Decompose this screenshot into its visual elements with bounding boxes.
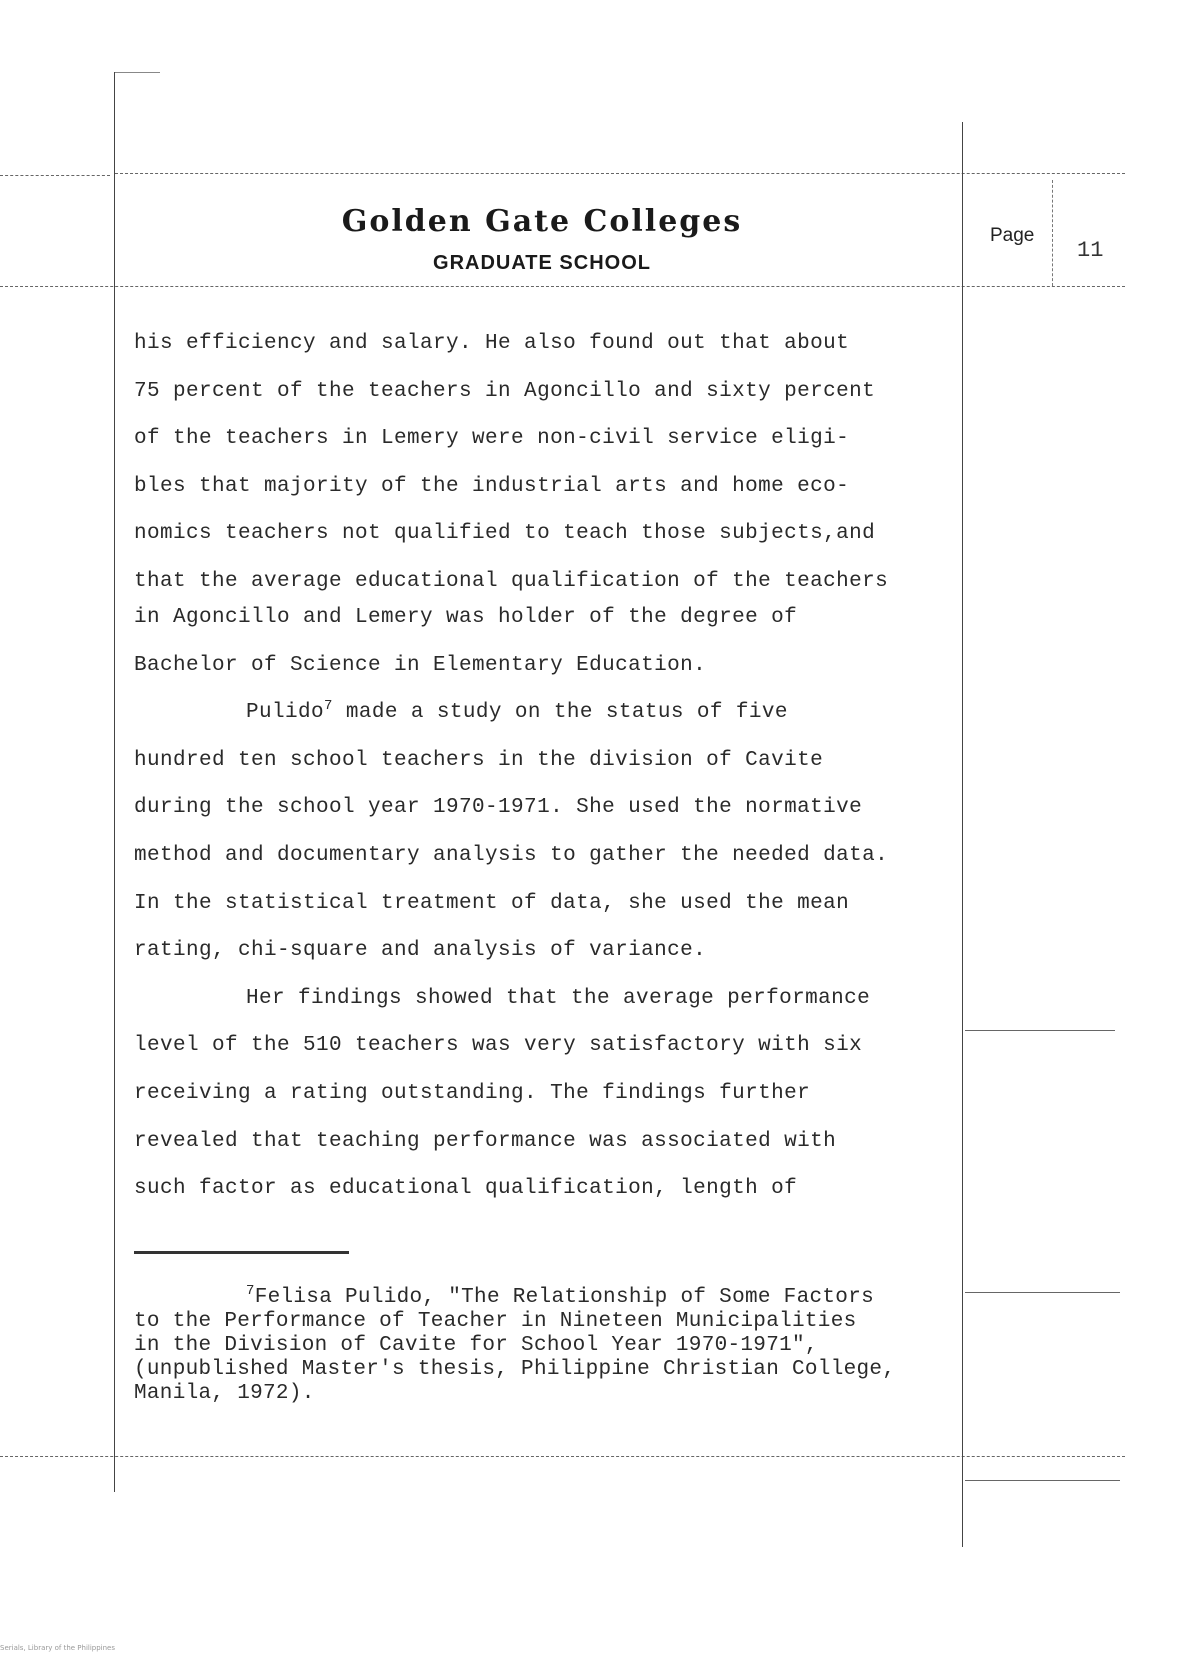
body-line: Bachelor of Science in Elementary Education.: [134, 653, 707, 677]
body-line: his efficiency and salary. He also found out that about: [134, 332, 850, 355]
header-top-rule: [115, 173, 1125, 174]
header-bottom-rule: [0, 286, 1125, 287]
body-line: in Agoncillo and Lemery was holder of the degree of: [134, 605, 798, 629]
left-border: [114, 72, 115, 1492]
scan-footer-text: Serials, Library of the Philippines: [0, 1644, 116, 1652]
body-line: such factor as educational qualification, length of: [134, 1177, 798, 1201]
body-line: In the statistical treatment of data, she used the mean: [134, 891, 850, 915]
body-line-with-footnote: [134, 698, 994, 749]
footnote-line: (unpublished Master's thesis, Philippine Christian College,: [134, 1358, 896, 1381]
body-line: level of the 510 teachers was very satisfactory with six: [134, 1034, 863, 1058]
top-left-rule: [0, 175, 110, 176]
page-box-divider: [1052, 180, 1053, 286]
footnote-line: to the Performance of Teacher in Nineteen Municipalities: [134, 1310, 857, 1333]
footnote-separator: [134, 1251, 349, 1254]
body-line: bles that majority of the industrial arts and home eco-: [134, 474, 850, 498]
author-name: Pulido: [246, 701, 325, 725]
institution-name: Golden Gate Colleges: [341, 204, 743, 239]
footnote-reference: 7: [324, 698, 333, 715]
graduate-school-label: GRADUATE SCHOOL: [433, 252, 651, 274]
page-number: 11: [1077, 238, 1104, 263]
body-line-rest: made a study on the status of five: [345, 701, 788, 725]
footnote: [134, 1283, 1014, 1406]
right-margin-rule-3: [965, 1480, 1120, 1481]
footnote-line: in the Division of Cavite for School Year 1970-1971",: [134, 1334, 818, 1357]
footnote-marker: 7: [246, 1283, 255, 1299]
body-line: of the teachers in Lemery were non-civil service eligi-: [134, 427, 850, 451]
body-line: revealed that teaching performance was associated with: [134, 1129, 837, 1153]
top-corner-rule: [115, 72, 160, 73]
bottom-rule: [0, 1456, 1125, 1457]
body-line: rating, chi-square and analysis of variance.: [134, 939, 707, 963]
page-label: Page: [990, 225, 1035, 246]
body-line: during the school year 1970-1971. She used the normative: [134, 796, 863, 820]
body-line: 75 percent of the teachers in Agoncillo and sixty percent: [134, 379, 876, 403]
body-line: method and documentary analysis to gather the needed data.: [134, 843, 889, 867]
body-line: hundred ten school teachers in the division of Cavite: [134, 748, 824, 772]
footnote-line: Manila, 1972).: [134, 1382, 315, 1405]
footnote-line: $^7$Felisa Pulido, "The Relationship of Some Factors: [246, 1283, 875, 1309]
body-line: nomics teachers not qualified to teach those subjects,and: [134, 522, 876, 546]
body-line: that the average educational qualification of the teachers: [134, 569, 889, 593]
body-line: receiving a rating outstanding. The findings further: [134, 1081, 811, 1105]
body-line: Her findings showed that the average performance: [246, 986, 871, 1010]
body-text: [134, 332, 994, 1225]
